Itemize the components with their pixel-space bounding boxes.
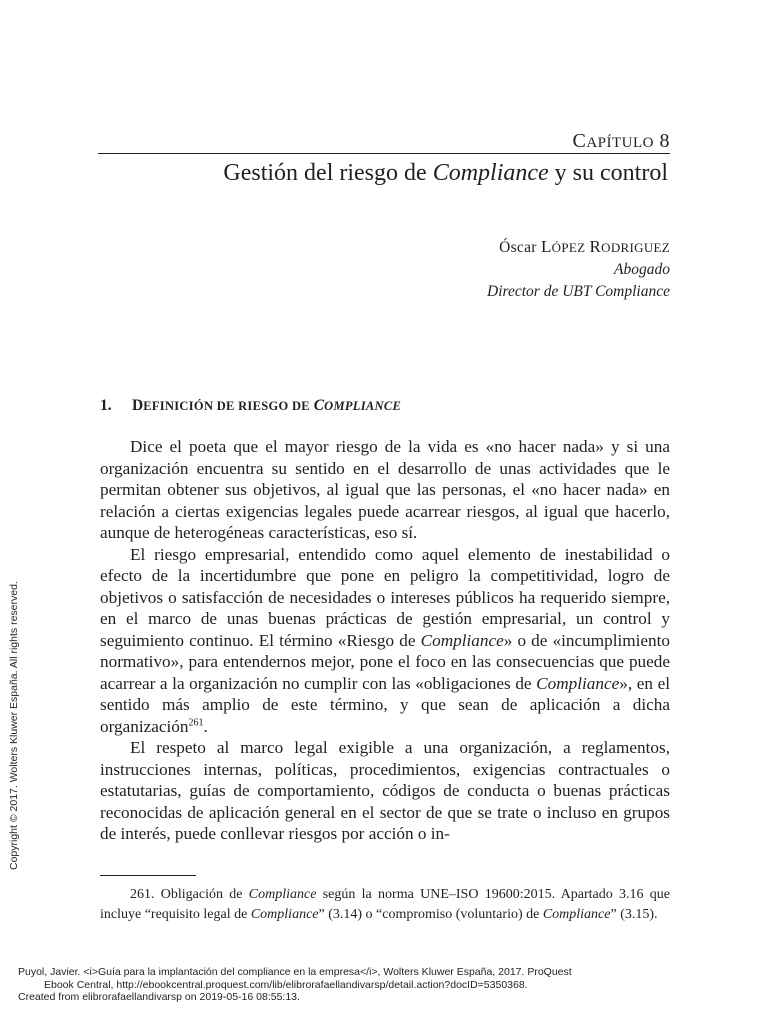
author-role: Abogado — [614, 261, 670, 278]
author-surname-initial: R — [589, 237, 602, 256]
footnote-part: ” (3.14) o “compromiso (voluntario) de — [318, 907, 543, 922]
footnote-text — [100, 885, 670, 925]
paragraph-text: » o de «incumplimiento normativo», para entendernos mejor, pone el foco en las consecuencias que puede acarrear a la organización no cumplir con las «obligaciones de — [100, 630, 670, 693]
chapter-title — [223, 160, 668, 187]
author-first-name: Óscar — [499, 239, 537, 256]
paragraph: Dice el poeta que el mayor riesgo de la vida es «no hacer nada» y si una organización encuentra su sentido en el desarrollo de unas actividades que le permitan obtener sus objetivos, al igual que las personas, el «no hacer nada» en relación a ciertas exigencias legales puede acarrear riesgos, al igual que hacerlo, aunque de heterogéneas características, eso sí. — [100, 437, 670, 542]
citation-line: Puyol, Javier. <i>Guía para la implantación del compliance en la empresa</i>, Wolters Kluwer España, 2017. ProQuest — [18, 966, 572, 978]
footnote-italic: Compliance — [250, 907, 319, 922]
chapter-title-part: Gestión del riesgo de — [223, 160, 433, 186]
author-name — [487, 236, 670, 259]
chapter-number: 8 — [659, 130, 670, 152]
footnote-part: ” (3.15). — [610, 907, 658, 922]
paragraph-text: », en el sentido más amplio de este término, y que sean de aplicación a dicha organización — [100, 673, 670, 736]
paragraph: El respeto al marco legal exigible a una organización, a reglamentos, instrucciones internas, políticas, procedimientos, exigencias contractuales o estatutarias, guías de comportamiento, códigos de conducta o buenas prácticas reconocidas de aplicación general en el sector de que se trate o incluso en grupos de interés, puede conllevar riesgos por acción o in- — [100, 738, 670, 843]
copyright-notice: Copyright © 2017. Wolters Kluwer España. All rights reserved. — [8, 581, 20, 870]
footnote-reference: 261 — [188, 716, 204, 728]
footnote-rule — [100, 875, 196, 876]
author-surname-rest: ODRIGUEZ — [601, 240, 670, 255]
footnote-part: según la norma UNE–ISO 19600:2015. Apartado 3.16 que incluye “requisito legal de — [100, 887, 670, 922]
section-number: 1. — [100, 397, 112, 414]
section-title-initial: C — [313, 397, 325, 414]
chapter-rule — [98, 153, 670, 154]
chapter-label-initial: C — [572, 130, 587, 152]
section-title-rest: EFINICIÓN DE RIESGO DE — [143, 399, 310, 413]
footnote-italic: Compliance — [248, 887, 317, 902]
author-block — [487, 236, 670, 303]
paragraph-text: El riesgo empresarial, entendido como aquel elemento de inestabilidad o efecto de la incertidumbre que pone en peligro la competitividad, logro de objetivos o satisfacción de necesidades o intereses públicos ha requerido siempre, en el marco de unas buenas prácticas de gestión empresarial, un control y seguimiento continuo. El término «Riesgo de — [100, 544, 670, 650]
author-surname-rest: ÓPEZ — [551, 240, 586, 255]
paragraph-italic: Compliance — [536, 673, 620, 693]
citation-line: Ebook Central, http://ebookcentral.proquest.com/lib/elibrorafaellandivarsp/detail.action?docID=5350368. — [44, 978, 528, 991]
chapter-title-part: y su control — [548, 160, 668, 186]
chapter-label — [572, 130, 670, 153]
author-position: Director de UBT Compliance — [487, 283, 670, 300]
citation-footer — [18, 966, 758, 1004]
paragraph-text: . — [203, 716, 208, 736]
body-text — [100, 436, 670, 845]
author-surname-initial: L — [540, 237, 552, 256]
section-title-initial: D — [132, 397, 144, 414]
chapter-title-italic: Compliance — [432, 160, 549, 186]
footnote — [100, 885, 670, 925]
footnote-italic: Compliance — [542, 907, 611, 922]
footnote-part: 261. Obligación de — [130, 887, 249, 902]
paragraph — [100, 544, 670, 738]
chapter-label-rest: APÍTULO — [586, 135, 654, 151]
paragraph-italic: Compliance — [420, 630, 504, 650]
section-title-rest: OMPLIANCE — [324, 399, 402, 413]
citation-line: Created from elibrorafaellandivarsp on 2019-05-16 08:55:13. — [18, 991, 300, 1003]
section-heading — [100, 397, 401, 415]
